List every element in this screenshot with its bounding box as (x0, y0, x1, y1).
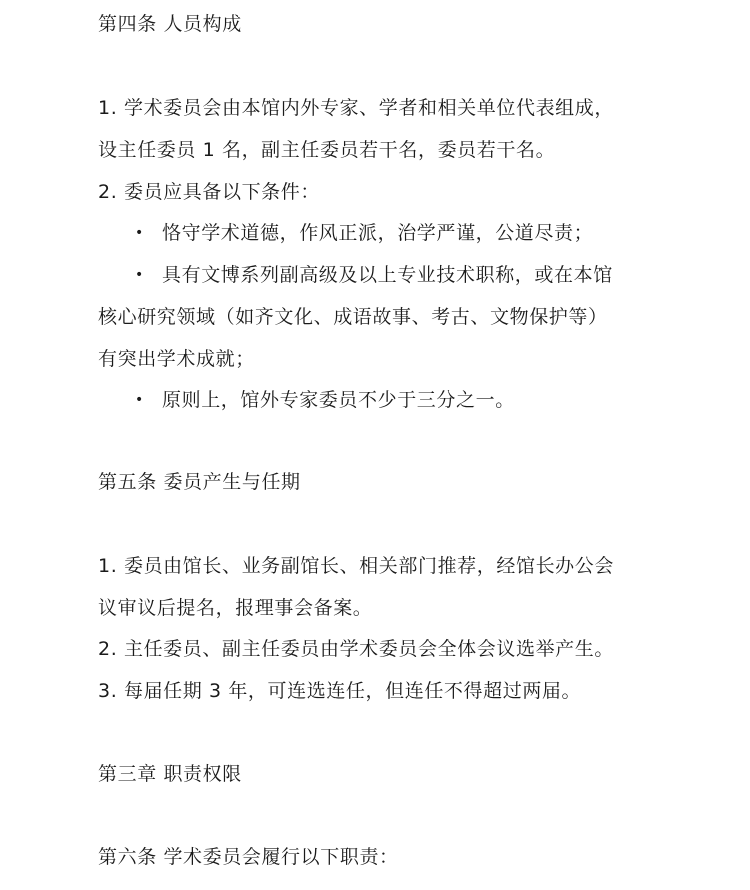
article-5-item-1-line-2: 议审议后提名，报理事会备案。 (98, 597, 373, 619)
article-5-item-2: 2. 主任委员、副主任委员由学术委员会全体会议选举产生。 (98, 638, 614, 660)
article-4-item-1-line-1: 1. 学术委员会由本馆内外专家、学者和相关单位代表组成， (98, 97, 614, 119)
bullet-continuation: 有突出学术成就； (98, 348, 255, 370)
bullet-icon: • (135, 225, 144, 241)
article-6-heading: 第六条 学术委员会履行以下职责： (98, 846, 399, 868)
article-4-heading: 第四条 人员构成 (98, 13, 242, 35)
article-5-item-1-line-1: 1. 委员由馆长、业务副馆长、相关部门推荐，经馆长办公会 (98, 555, 614, 577)
bullet-text: 具有文博系列副高级及以上专业技术职称，或在本馆 (162, 264, 613, 286)
bullet-continuation: 核心研究领域（如齐文化、成语故事、考古、文物保护等） (98, 306, 608, 328)
bullet-icon: • (135, 392, 144, 408)
article-4-item-1-line-2: 设主任委员 1 名，副主任委员若干名，委员若干名。 (98, 139, 556, 161)
article-4-item-2: 2. 委员应具备以下条件： (98, 181, 320, 203)
article-5-item-3: 3. 每届任期 3 年，可连选连任，但连任不得超过两届。 (98, 680, 582, 702)
article-5-heading: 第五条 委员产生与任期 (98, 471, 301, 493)
chapter-3-heading: 第三章 职责权限 (98, 763, 242, 785)
bullet-icon: • (135, 267, 144, 283)
bullet-text: 恪守学术道德，作风正派，治学严谨，公道尽责； (162, 222, 594, 244)
bullet-text: 原则上，馆外专家委员不少于三分之一。 (162, 389, 515, 411)
